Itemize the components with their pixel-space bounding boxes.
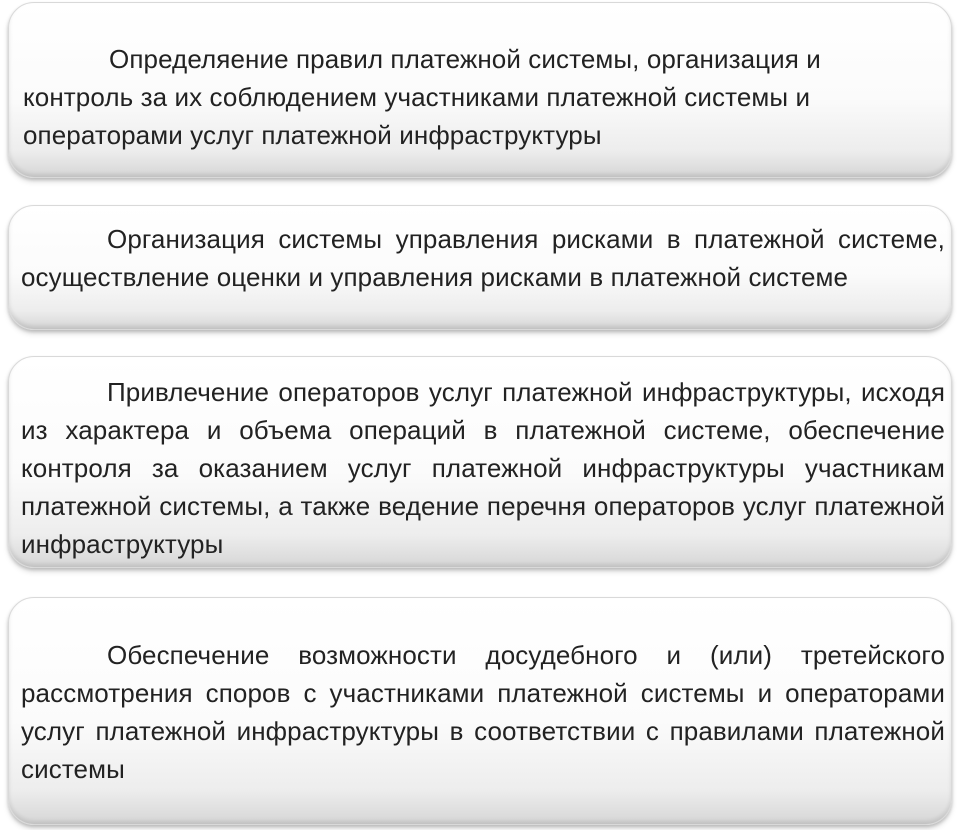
function-block-risk-management — [8, 205, 952, 330]
function-block-rules — [8, 2, 952, 178]
function-block-text: Привлечение операторов услуг платежной инфраструктуры, исходя из характера и объема операций в платежной системе, обеспечение контроля за оказанием услуг платежной инфраструктуры участникам платежной системы, а также ведение перечня операторов услуг платежной инфраструктуры — [21, 377, 945, 559]
function-block-dispute-resolution — [8, 597, 952, 825]
function-block-text: Обеспечение возможности досудебного и (или) третейского рассмотрения споров с участниками платежной системы и операторами услуг платежной инфраструктуры в соответствии с правилами платежной системы — [21, 640, 945, 784]
function-block-text: Организация системы управления рисками в платежной системе, осуществление оценки и управления рисками в платежной системе — [21, 224, 945, 292]
function-block-text: Определяение правил платежной системы, организация и контроль за их соблюдением участниками платежной системы и операторами услуг платежной инфраструктуры — [23, 44, 821, 150]
function-block-infrastructure-operators — [8, 356, 952, 568]
